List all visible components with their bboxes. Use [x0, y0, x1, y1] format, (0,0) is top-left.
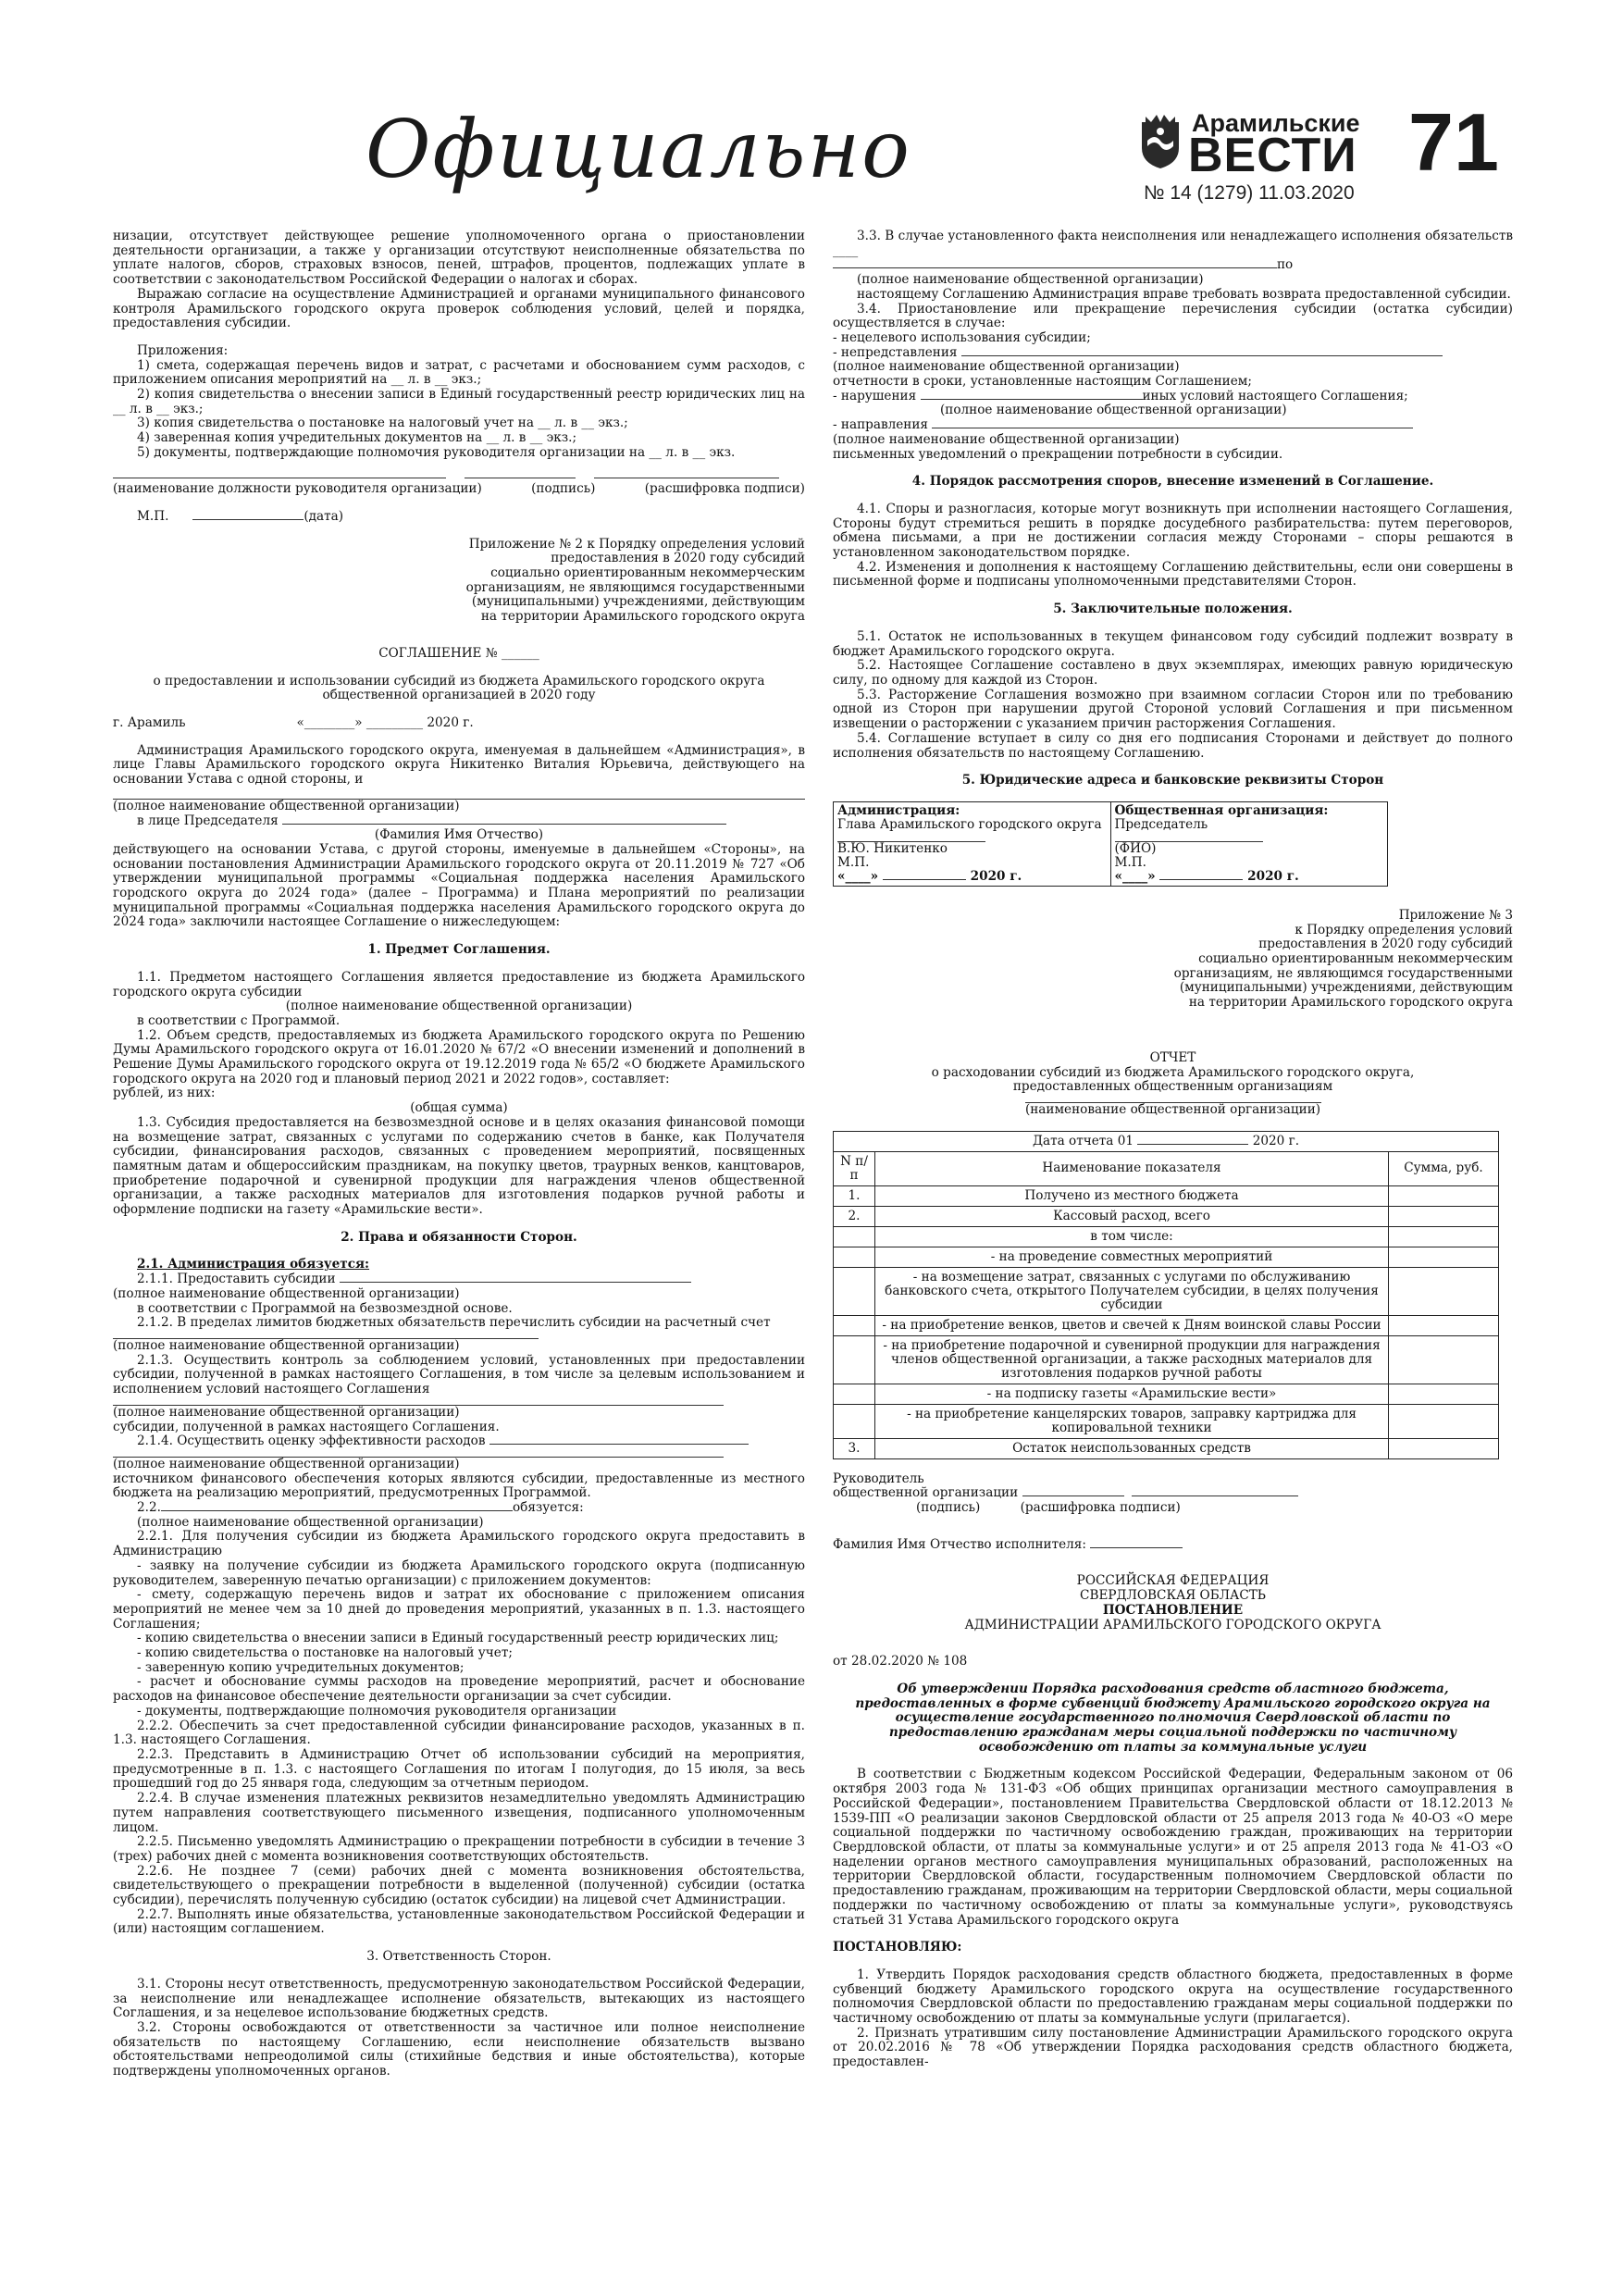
- paragraph: в соответствии с Программой на безвозмездной основе.: [137, 1300, 513, 1316]
- list-item: письменных уведомлений о прекращении потребности в субсидии.: [833, 446, 1283, 462]
- date-pre: «____»: [837, 868, 879, 884]
- list-item: - копию свидетельства о внесении записи в Единый государственный реестр юридических лиц;: [137, 1631, 779, 1646]
- decree-header-line: ПОСТАНОВЛЕНИЕ: [1102, 1602, 1244, 1618]
- appendix-2-header: [113, 538, 805, 625]
- field-label: (общая сумма): [410, 1100, 508, 1116]
- field-label: (полное наименование общественной организации): [137, 1514, 484, 1530]
- paragraph: 1. Утвердить Порядок расходования средств областного бюджета, предоставленных в форме субвенций бюджету Арамильского городского округа на осуществление государственного полномочия Свердловской области по предоставлению гражданам меры социальной поддержки по частичному освобождению от платы за коммунальные услуги (прилагается).: [833, 1967, 1513, 2027]
- paragraph: Администрация Арамильского городского округа, именуемая в дальнейшем «Администрация», в лице Главы Арамильского городского округа Никитенко Виталия Юрьевича, действующего на основании Устава с одной стороны, и: [113, 742, 805, 788]
- paragraph: рублей, из них:: [113, 1086, 216, 1101]
- field-label: (полное наименование общественной организации): [113, 798, 460, 813]
- cell-sum: [1389, 1226, 1499, 1247]
- req-name: (ФИО): [1114, 840, 1157, 856]
- table-row: [834, 1185, 1499, 1206]
- report-sig-labels: [833, 1501, 1513, 1516]
- subsection-heading: 2.1. Администрация обязуется:: [137, 1257, 370, 1272]
- date-label: (дата): [304, 508, 344, 524]
- list-item: отчетности в сроки, установленные настоящим Соглашением;: [833, 374, 1252, 390]
- left-column: [113, 230, 805, 2079]
- field-label: (полное наименование общественной организации): [940, 403, 1287, 418]
- paragraph: В соответствии с Бюджетным кодексом Российской Федерации, Федеральным законом от 06 октября 2003 года № 131-ФЗ «Об общих принципах организации местного самоуправления в Российской Федерации», постановлением Правительства Свердловской области от 18.12.2013 № 1539-ПП «О реализации законов Свердловской области от 25 апреля 2013 года № 40-ОЗ «О мере социальной поддержки по частичному освобождению граждан, проживающих на территории Свердловской области, от платы за коммунальные услуги» и от 25 апреля 2013 года № 41-ОЗ «О наделении органов местного самоуправления муниципальных образований, расположенных на территории Свердловской области, государственным полномочием Свердловской области по предоставлению гражданам, проживающим на территории Свердловской области, меры социальной поддержки по частичному освобождению от платы за коммунальные услуги», руководствуясь статьей 31 Устава Арамильского городского округа: [833, 1767, 1513, 1928]
- cell-name: - на проведение совместных мероприятий: [875, 1247, 1389, 1267]
- paragraph: [833, 258, 1513, 273]
- paragraph: настоящему Соглашению Администрация вправе требовать возврата предоставленной субсидии.: [857, 286, 1511, 302]
- city: г. Арамиль: [113, 714, 186, 730]
- report-signature: [833, 1486, 1513, 1501]
- cell-sum: [1389, 1206, 1499, 1226]
- paragraph: субсидии, полученной в рамках настоящего Соглашения.: [113, 1419, 500, 1434]
- list-item: - смету, содержащую перечень видов и затрат их обоснование с приложением описания мероприятий не менее чем за 10 дней до проведения мероприятий, указанных в п. 1.3. настоящего Соглашения;: [113, 1587, 805, 1632]
- cell-name: Кассовый расход, всего: [875, 1206, 1389, 1226]
- clause: обязуется:: [512, 1500, 584, 1516]
- report-subtitle: о расходовании субсидий из бюджета Арамильского городского округа,: [931, 1064, 1415, 1080]
- paragraph: 2.1.2. В пределах лимитов бюджетных обязательств перечислить субсидии на расчетный счет: [137, 1315, 771, 1331]
- paragraph: 1.1. Предметом настоящего Соглашения является предоставление из бюджета Арамильского городского округа субсидии: [113, 969, 805, 999]
- paragraph: [113, 1501, 805, 1516]
- cell-num: [834, 1247, 875, 1267]
- list-item: [833, 346, 1513, 361]
- cell-num: [834, 1404, 875, 1438]
- sig-label: (подпись): [531, 481, 596, 497]
- clause: 2.1.1. Предоставить субсидии: [137, 1272, 336, 1287]
- paragraph: 2.2.5. Письменно уведомлять Администрацию о прекращении потребности в субсидии в течение 3 (трех) рабочих дней с момента возникновения соответствующих обстоятельств.: [113, 1834, 805, 1864]
- clause: - направления: [833, 417, 928, 433]
- field-label: (Фамилия Имя Отчество): [374, 827, 544, 843]
- page-number: 71: [1408, 96, 1499, 188]
- report-table: [833, 1131, 1499, 1459]
- list-item: - заверенную копию учредительных документов;: [137, 1659, 465, 1675]
- decree-resolve: ПОСТАНОВЛЯЮ:: [833, 1940, 962, 1955]
- date-post: 2020 г.: [1247, 868, 1299, 884]
- clause: 2.2.: [137, 1500, 161, 1516]
- list-item: - нецелевого использования субсидии;: [833, 329, 1091, 345]
- appendix-3-header: [833, 909, 1513, 1011]
- paragraph: низации, отсутствует действующее решение уполномоченного органа о приостановлении деятельности организации, а также у организации отсутствуют неисполненные обязательства по уплате налогов, сборов, страховых взносов, пеней, штрафов, процентов, подлежащих уплате в соответствии с законодательством Российской Федерации о налогах и сборах.: [113, 229, 805, 288]
- appendix-line: предоставления в 2020 году субсидий: [551, 551, 805, 566]
- list-item: [833, 418, 1513, 433]
- cell-sum: [1389, 1404, 1499, 1438]
- cell-sum: [1389, 1247, 1499, 1267]
- executor-label: Фамилия Имя Отчество исполнителя:: [833, 1536, 1086, 1552]
- report-subtitle: предоставленных общественным организациям: [1012, 1079, 1333, 1095]
- requisites-table: [833, 801, 1388, 887]
- mp-label: М.П.: [137, 508, 169, 524]
- appendix-line: Приложение № 3: [1398, 907, 1513, 923]
- appendix-line: социально ориентированным некоммерческим: [490, 565, 805, 581]
- logo-wordmark: ВЕСТИ: [1188, 129, 1357, 182]
- date-pre: Дата отчета 01: [1032, 1133, 1134, 1148]
- newspaper-logo: [1138, 109, 1369, 182]
- list-item: - документы, подтверждающие полномочия руководителя организации: [137, 1703, 617, 1719]
- paragraph: Выражаю согласие на осуществление Администрацией и органами муниципального финансового контроля Арамильского городского округа проверок соблюдения условий, целей и порядка, предоставления субсидии.: [113, 286, 805, 331]
- report-date-row: [834, 1131, 1499, 1151]
- paragraph: 5.2. Настоящее Соглашение составлено в двух экземплярах, имеющих равную юридическую силу, по одному для каждой из Сторон.: [833, 658, 1513, 688]
- cell-num: 1.: [834, 1185, 875, 1206]
- cell-name: в том числе:: [875, 1226, 1389, 1247]
- cell-name: - на возмещение затрат, связанных с услугами по обслуживанию банковского счета, открытого Получателем субсидии, в целях получения субсидии: [875, 1267, 1389, 1315]
- clause: 2.1.4. Осуществить оценку эффективности расходов: [137, 1433, 486, 1449]
- chair-label: в лице Председателя: [137, 813, 279, 828]
- req-mp: М.П.: [837, 854, 870, 870]
- section-heading: 1. Предмет Соглашения.: [367, 942, 551, 958]
- req-date: [1115, 870, 1384, 884]
- appendix-line: на территории Арамильского городского округа: [480, 609, 805, 625]
- cell-num: 2.: [834, 1206, 875, 1226]
- cell-num: [834, 1226, 875, 1247]
- field-label: (полное наименование общественной организации): [285, 999, 633, 1014]
- decree-header-line: РОССИЙСКАЯ ФЕДЕРАЦИЯ: [1076, 1573, 1270, 1589]
- paragraph: 2.2.7. Выполнять иные обязательства, установленные законодательством Российской Федерации и (или) настоящим соглашением.: [113, 1906, 805, 1937]
- appendix-line: Приложение № 2 к Порядку определения условий: [468, 536, 805, 552]
- list-item: 4) заверенная копия учредительных документов на __ л. в __ экз.;: [137, 430, 577, 446]
- clause: - нарушения: [833, 388, 917, 403]
- cell-sum: [1389, 1267, 1499, 1315]
- paragraph: 2. Признать утратившим силу постановление Администрации Арамильского городского округа от 20.02.2016 № 78 «Об утверждении Порядка расходования средств областного бюджета, предоставлен-: [833, 2025, 1513, 2070]
- appendix-line: (муниципальными) учреждениями, действующим: [1179, 980, 1513, 996]
- paragraph: 3.4. Приостановление или прекращение перечисления субсидии (остатка субсидии) осуществляется в случае:: [833, 301, 1513, 331]
- field-label: (наименование общественной организации): [1024, 1101, 1321, 1117]
- paragraph: 2.2.4. В случае изменения платежных реквизитов незамедлительно уведомлять Администрацию путем направления соответствующего письменного извещения, подписанного уполномоченным лицом.: [113, 1791, 805, 1835]
- section-heading: 3. Ответственность Сторон.: [366, 1949, 551, 1965]
- chair-line: [113, 814, 805, 829]
- list-item: 3) копия свидетельства о постановке на налоговый учет на __ л. в __ экз.;: [137, 416, 628, 431]
- section-title: Официально: [365, 104, 911, 196]
- sig-label: (подпись): [916, 1500, 981, 1516]
- cell-name: Получено из местного бюджета: [875, 1185, 1389, 1206]
- paragraph: 5.1. Остаток не использованных в текущем финансовом году субсидий подлежит возврату в бюджет Арамильского городского округа.: [833, 628, 1513, 659]
- section-heading: 2. Права и обязанности Сторон.: [341, 1229, 577, 1245]
- decree-date: от 28.02.2020 № 108: [833, 1654, 968, 1669]
- req-role: Глава Арамильского городского округа: [837, 816, 1102, 832]
- list-item: 1) смета, содержащая перечень видов и затрат, с расчетами и обоснованием сумм расходов, с приложением описания мероприятий на __ л. в __ экз.;: [113, 357, 805, 388]
- clause: иных условий настоящего Соглашения;: [1142, 388, 1408, 403]
- date-post: 2020 г.: [1252, 1133, 1300, 1148]
- req-name: В.Ю. Никитенко: [837, 840, 948, 856]
- decree-header-line: СВЕРДЛОВСКАЯ ОБЛАСТЬ: [1080, 1588, 1266, 1604]
- field-label: (полное наименование общественной организации): [833, 359, 1180, 375]
- column-header: Наименование показателя: [875, 1151, 1389, 1185]
- field-label: (полное наименование общественной организации): [833, 431, 1180, 447]
- cell-num: [834, 1384, 875, 1404]
- table-row: [834, 1206, 1499, 1226]
- table-row: [834, 1267, 1499, 1315]
- paragraph: 2.1.3. Осуществить контроль за соблюдением условий, установленных при предоставлении субсидии, полученной в рамках настоящего Соглашения, в том числе за целевым использованием и исполнением условий настоящего Соглашения: [113, 1352, 805, 1397]
- cell-sum: [1389, 1335, 1499, 1384]
- req-role: Председатель: [1114, 816, 1208, 832]
- req-title: Администрация:: [837, 802, 960, 818]
- city-date-line: [113, 716, 805, 731]
- cell-name: - на приобретение подарочной и сувенирной продукции для награждения членов общественной организации, а также расходных материалов для изготовления подарков ручной работы: [875, 1335, 1389, 1384]
- table-row: [834, 1226, 1499, 1247]
- attachments-title: Приложения:: [137, 342, 229, 358]
- date-pre: «____»: [1114, 868, 1156, 884]
- paragraph: 2.2.2. Обеспечить за счет предоставленной субсидии финансирование расходов, указанных в п. 1.3. настоящего Соглашения.: [113, 1718, 805, 1748]
- cell-num: [834, 1267, 875, 1315]
- paragraph: 2.2.1. Для получения субсидии из бюджета Арамильского городского округа предоставить в Администрацию: [113, 1529, 805, 1559]
- list-item: 5) документы, подтверждающие полномочия руководителя организации на __ л. в __ экз.: [137, 444, 736, 460]
- req-date: [837, 870, 1107, 884]
- logo-city-name: Арамильские: [1192, 109, 1360, 137]
- paragraph: действующего на основании Устава, с другой стороны, именуемые в дальнейшем «Стороны», на основании постановления Администрации Арамильского городского округа от 20.11.2019 № 727 «Об утверждении муниципальной программы «Социальная поддержка населения Арамильского городского округа до 2024 года» (далее – Программа) и Плана мероприятий по реализации муниципальной программы «Социальная поддержка населения Арамильского городского округа до 2024 года» заключили настоящее Соглашение о нижеследующем:: [113, 841, 805, 930]
- paragraph: источником финансового обеспечения которых являются субсидии, предоставленные из местного бюджета на реализацию мероприятий, предусмотренных Программой.: [113, 1471, 805, 1501]
- paragraph: [113, 1272, 805, 1287]
- table-row: [834, 1438, 1499, 1458]
- appendix-line: к Порядку определения условий: [1295, 922, 1513, 937]
- decree-title: Об утверждении Порядка расходования средств областного бюджета, предоставленных в форме субвенций бюджету Арамильского городского округа на осуществление государственного полномочия Свердловской области по предоставлению гражданам меры социальной поддержки по частичному освобождению от платы за коммунальные услуги: [855, 1681, 1491, 1755]
- agreement-date: «________» _________ 2020 г.: [296, 714, 474, 730]
- clause: - непредставления: [833, 344, 958, 360]
- table-row: [834, 1335, 1499, 1384]
- appendix-line: социально ориентированным некоммерческим: [1198, 951, 1513, 967]
- executor-line: [833, 1538, 1513, 1553]
- requisites-admin: [834, 801, 1111, 886]
- list-item: [833, 390, 1513, 404]
- table-row: [834, 1315, 1499, 1335]
- paragraph: 1.2. Объем средств, предоставляемых из бюджета Арамильского городского округа по Решению Думы Арамильского городского округа от 16.01.2020 № 67/2 «О внесении изменений и дополнений в Решение Думы Арамильского городского округа от 19.12.2019 года № 65/2 «О бюджете Арамильского городского округа на 2020 год и плановый период 2021 и 2022 годов», составляет:: [113, 1027, 805, 1086]
- paragraph: 4.2. Изменения и дополнения к настоящему Соглашению действительны, если они совершены в письменной форме и подписаны уполномоченными представителями Сторон.: [833, 559, 1513, 590]
- section-heading-text: 5. Юридические адреса и банковские реквизиты Сторон: [961, 773, 1384, 788]
- req-mp: М.П.: [1114, 854, 1146, 870]
- paragraph: 3.2. Стороны освобождаются от ответственности за частичное или полное неисполнение обязательств по настоящему Соглашению, если неисполнение обязательств вызвано обстоятельствами непреодолимой силы (стихийные бедствия и иные обстоятельства), которые подтверждены уполномоченных органов.: [113, 2019, 805, 2079]
- sig-role: общественной организации: [833, 1485, 1019, 1501]
- mp-line: [113, 510, 805, 525]
- requisites-org: [1110, 801, 1388, 886]
- paragraph: 5.3. Расторжение Соглашения возможно при взаимном согласии Сторон или по требованию одной из Сторон при нарушении другой Стороной условий Соглашения и при письменном извещении о расторжении с указанием причин расторжения Соглашения.: [833, 687, 1513, 732]
- column-header: Сумма, руб.: [1389, 1151, 1499, 1185]
- coat-of-arms-icon: [1138, 113, 1183, 170]
- date-post: 2020 г.: [970, 868, 1022, 884]
- paragraph: 5.4. Соглашение вступает в силу со дня его подписания Сторонами и действует до полного исполнения обязательств по настоящему Соглашению.: [833, 730, 1513, 761]
- field-label: (полное наименование общественной организации): [113, 1338, 460, 1353]
- paragraph: 4.1. Споры и разногласия, которые могут возникнуть при исполнении настоящего Соглашения, Стороны будут стремиться решить в порядке досудебного разбирательства: путем переговоров, обмена письмами, а при не достижении согласия между Сторонами – споры решаются в установленном законодательством порядке.: [833, 501, 1513, 561]
- right-column: [833, 230, 1513, 2070]
- report-signature: Руководитель: [833, 1471, 924, 1486]
- cell-num: [834, 1335, 875, 1384]
- decree-header-line: АДМИНИСТРАЦИИ АРАМИЛЬСКОГО ГОРОДСКОГО ОКРУГА: [964, 1617, 1381, 1632]
- cell-name: - на приобретение венков, цветов и свечей к Дням воинской славы России: [875, 1315, 1389, 1335]
- paragraph: 2.2.6. Не позднее 7 (семи) рабочих дней с момента возникновения обстоятельства, свидетельствующего о прекращении потребности в выделенной (полученной) субсидии (остатка субсидии), перечислять полученную субсидию (остаток субсидии) на лицевой счет Администрации.: [113, 1863, 805, 1908]
- field-label: (полное наименование общественной организации): [113, 1456, 460, 1471]
- section-heading: 4. Порядок рассмотрения споров, внесение изменений в Соглашение.: [911, 474, 1434, 490]
- cell-name: - на подписку газеты «Арамильские вести»: [875, 1384, 1389, 1404]
- agreement-subtitle: о предоставлении и использовании субсидий из бюджета Арамильского городского округа общественной организацией в 2020 году: [153, 673, 765, 703]
- decree-header: [833, 1574, 1513, 1632]
- sig-label: (расшифровка подписи): [644, 481, 805, 497]
- agreement-title: СОГЛАШЕНИЕ № ______: [378, 645, 539, 661]
- cell-name: Остаток неиспользованных средств: [875, 1438, 1389, 1458]
- sig-label: (наименование должности руководителя организации): [113, 481, 482, 497]
- cell-sum: [1389, 1384, 1499, 1404]
- list-item: - заявку на получение субсидии из бюджета Арамильского городского округа (подписанную руководителем, заверенную печатью организации) с приложением документов:: [113, 1558, 805, 1588]
- table-row: [834, 1404, 1499, 1438]
- field-label: (полное наименование общественной организации): [113, 1285, 460, 1301]
- appendix-line: организациям, не являющимся государственными: [1173, 965, 1513, 981]
- report-title: ОТЧЕТ: [1149, 1049, 1196, 1065]
- paragraph: 1.3. Субсидия предоставляется на безвозмездной основе и в целях оказания финансовой помощи на возмещение затрат, связанных с услугами по содержанию счетов в банке, как Получателя субсидии, финансирования расходов, связанных с проведением мероприятий, посвященных памятным датам и общероссийским праздникам, на покупку цветов, траурных венков, канцтоваров, приобретение подарочной и сувенирной продукции для награждения членов общественной организации, а также расходных материалов для изготовления подарков ручной работы и оформление подписки на газету «Арамильские вести».: [113, 1114, 805, 1218]
- req-title: Общественная организация:: [1114, 802, 1329, 818]
- paragraph: 3.3. В случае установленного факта неисполнения или ненадлежащего исполнения обязательств ____: [833, 229, 1513, 258]
- cell-sum: [1389, 1315, 1499, 1335]
- cell-name: - на приобретение канцелярских товаров, заправку картриджа для копировальной техники: [875, 1404, 1389, 1438]
- cell-sum: [1389, 1185, 1499, 1206]
- issue-info: № 14 (1279) 11.03.2020: [1144, 182, 1355, 204]
- appendix-line: на территории Арамильского городского округа: [1188, 995, 1513, 1011]
- paragraph: 3.1. Стороны несут ответственность, предусмотренную законодательством Российской Федерации, за неисполнение или ненадлежащее исполнение обязательств, вытекающих из настоящего Соглашения, и за нецелевое использование бюджетных средств.: [113, 1976, 805, 2021]
- paragraph: 2.2.3. Представить в Администрацию Отчет об использовании субсидий на мероприятия, предусмотренные в п. 1.3. с настоящего Соглашения по итогам I полугодия, до 15 июля, за весь прошедший год до 25 января года, следующим за отчетным периодом.: [113, 1746, 805, 1792]
- cell-sum: [1389, 1438, 1499, 1458]
- paragraph: [113, 1434, 805, 1449]
- section-heading: [833, 774, 1513, 788]
- clause: по: [1277, 257, 1294, 273]
- sig-label: (расшифровка подписи): [1020, 1500, 1181, 1516]
- section-heading: 5. Заключительные положения.: [1053, 602, 1293, 617]
- appendix-line: организациям, не являющимся государственными: [465, 579, 805, 595]
- field-label: (полное наименование общественной организации): [113, 1404, 460, 1420]
- table-row: [834, 1247, 1499, 1267]
- list-item: - копию свидетельства о постановке на налоговый учет;: [137, 1645, 513, 1661]
- paragraph: в соответствии с Программой.: [137, 1012, 341, 1028]
- appendix-line: (муниципальными) учреждениями, действующим: [471, 594, 805, 610]
- appendix-line: предоставления в 2020 году субсидий: [1258, 937, 1513, 952]
- list-item: - расчет и обоснование суммы расходов на проведение мероприятий, расчет и обоснование расходов на финансовое обеспечение деятельности организации за счет субсидии.: [113, 1674, 805, 1705]
- cell-num: [834, 1315, 875, 1335]
- cell-num: 3.: [834, 1438, 875, 1458]
- field-label: (полное наименование общественной организации): [857, 272, 1204, 288]
- list-item: 2) копия свидетельства о внесении записи в Единый государственный реестр юридических лиц на __ л. в __ экз.;: [113, 387, 805, 416]
- table-row: [834, 1384, 1499, 1404]
- column-header: N п/п: [834, 1151, 875, 1185]
